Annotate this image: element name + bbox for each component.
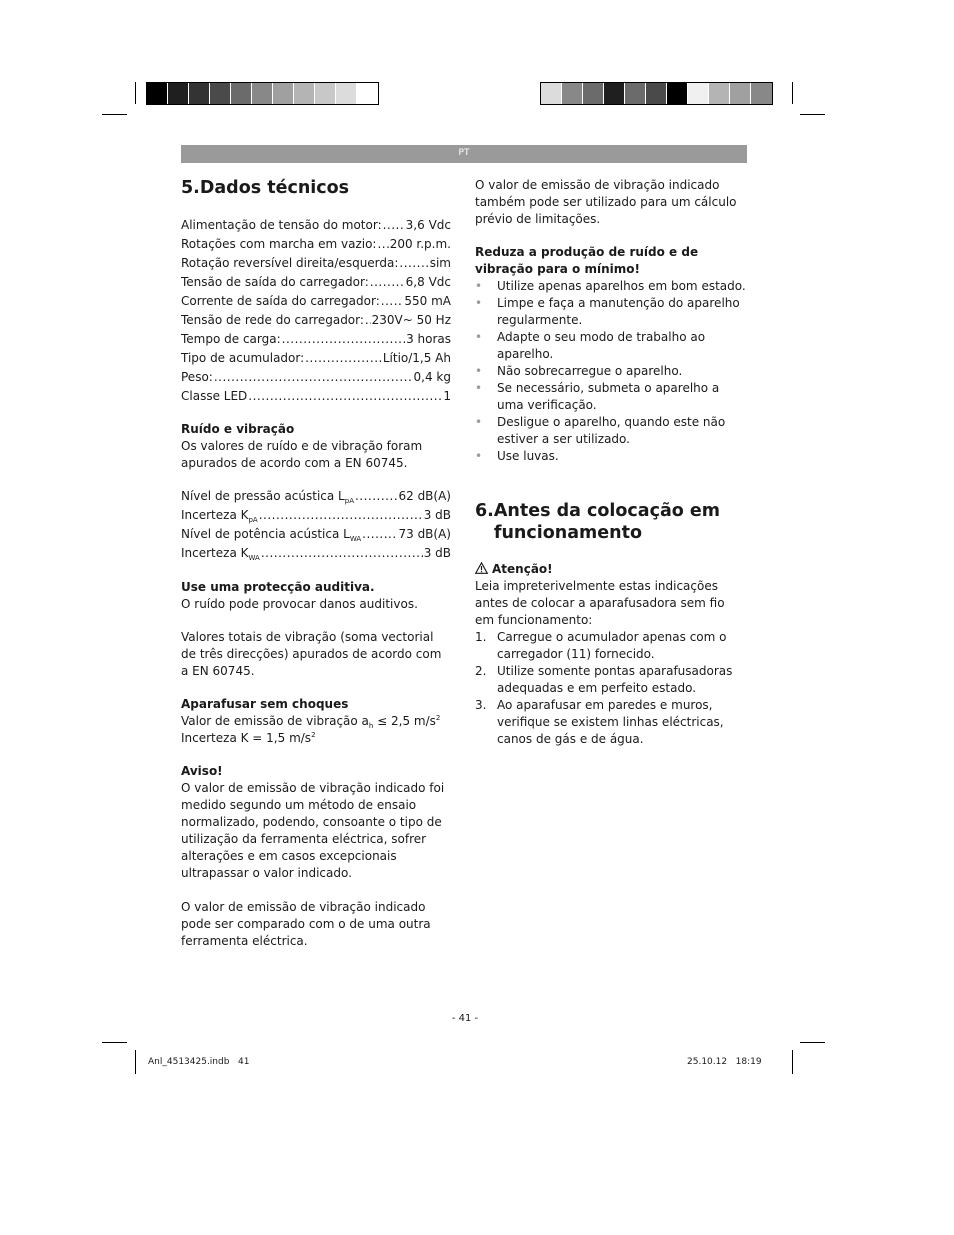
crop-mark [792,82,793,104]
leader-dots [365,311,371,330]
noise-list [181,487,451,563]
screw-line-1 [181,713,451,730]
step-item [475,697,747,748]
color-swatch [646,83,667,104]
color-swatch [688,83,709,104]
noise-label [181,487,354,506]
spec-row [181,330,451,349]
noise-label-text: Nível de pressão acústica L [181,489,345,503]
noise-label [181,544,260,563]
section-number: 6. [475,501,494,521]
print-date: 25.10.12 18:19 [687,1057,762,1067]
noise-label-text: Incerteza K [181,508,249,522]
color-swatch [147,83,168,104]
spec-label: Alimentação de tensão do motor: [181,218,382,232]
color-swatch [294,83,315,104]
spec-value: Lítio/1,5 Ah [382,351,451,365]
color-swatch [315,83,336,104]
spec-value: sim [429,256,451,270]
color-swatch [273,83,294,104]
screw-line-2-sup: 2 [311,731,316,739]
color-swatch [189,83,210,104]
attention-text: Leia impreterivelmente estas indicações antes de colocar a aparafusadora sem fio em funcionamento: [475,579,725,627]
screw-line-1-text: Valor de emissão de vibração a [181,714,369,728]
spec-row [181,349,451,368]
spec-label: Classe LED [181,389,248,403]
spec-row [181,368,451,387]
step-text: Ao aparafusar em paredes e muros, verifique se existem linhas eléctricas, canos de gás e de água. [497,698,724,746]
page-number: - 41 - [451,1013,479,1024]
color-swatch [252,83,273,104]
protect-text: O ruído pode provocar danos auditivos. [181,597,418,611]
leader-dots [259,506,423,525]
noise-label [181,506,258,525]
spec-label: Tipo de acumulador: [181,351,305,365]
spec-value: 3,6 Vdc [405,218,451,232]
step-text: Carregue o acumulador apenas com o carregador (11) fornecido. [497,630,727,661]
vibration-totals: Valores totais de vibração (soma vectorial de três direcções) apurados de acordo com a EN 60745. [181,630,442,678]
color-swatch [357,83,378,104]
leader-dots [399,254,428,273]
bullet-item: • Não sobrecarregue o aparelho. [475,363,747,380]
crop-mark [135,82,136,104]
color-swatch [751,83,772,104]
warning-icon [475,562,488,574]
spec-label: Corrente de saída do carregador: [181,294,380,308]
noise-row [181,544,451,563]
spec-row [181,273,451,292]
crop-mark [135,1050,136,1074]
noise-label [181,525,361,544]
aviso-paragraph-1: O valor de emissão de vibração indicado foi medido segundo um método de ensaio normalizado, podendo, consoante o tipo de utilização da ferramenta eléctrica, sofrer alterações e em casos excepcionais ultrapassar o valor indicado. [181,781,445,880]
spec-row [181,387,451,406]
left-column [181,172,451,950]
language-band [181,145,747,163]
leader-dots [381,292,404,311]
leader-dots [305,349,382,368]
step-item [475,663,747,697]
color-swatch [604,83,625,104]
spec-value: 200 r.p.m. [389,237,451,251]
bullet-item: • Use luvas. [475,448,747,465]
color-swatch [562,83,583,104]
spec-label: Tensão de saída do carregador: [181,275,369,289]
color-swatch [231,83,252,104]
leader-dots [214,368,413,387]
crop-mark [800,114,825,115]
screw-line-1-value: ≤ 2,5 m/s [373,714,436,728]
color-swatch [168,83,189,104]
reduce-heading: Reduza a produção de ruído e de vibração para o mínimo! [475,245,699,276]
color-swatch [730,83,751,104]
color-swatch [541,83,562,104]
spec-label: Rotações com marcha em vazio: [181,237,377,251]
spec-list [181,216,451,406]
section-6-heading [475,500,747,544]
noise-row [181,506,451,525]
aviso-heading: Aviso! [181,764,223,778]
color-swatch [336,83,357,104]
noise-label-sub: pA [344,497,354,505]
noise-value: 62 dB(A) [398,489,451,503]
noise-label-text: Nível de potência acústica L [181,527,350,541]
spec-value: 550 mA [404,294,451,308]
color-bar-left [146,82,379,105]
step-number: 2. [475,664,487,678]
section-number: 5. [181,178,200,198]
color-swatch [667,83,688,104]
noise-row [181,487,451,506]
noise-value: 73 dB(A) [398,527,451,541]
bullet-item: • Desligue o aparelho, quando este não estiver a ser utilizado. [475,414,747,448]
bullet-item: • Utilize apenas aparelhos em bom estado. [475,278,747,295]
color-swatch [625,83,646,104]
spec-row [181,216,451,235]
spec-row [181,235,451,254]
step-item [475,629,747,663]
screw-heading: Aparafusar sem choques [181,697,349,711]
spec-value: 230V~ 50 Hz [371,313,451,327]
reduce-list [475,278,747,465]
leader-dots [383,216,405,235]
noise-value: 3 dB [423,546,451,560]
spec-value: 6,8 Vdc [405,275,451,289]
crop-mark [792,1050,793,1074]
bullet-item: • Se necessário, submeta o aparelho a uma verificação. [475,380,747,414]
bullet-item: • Limpe e faça a manutenção do aparelho regularmente. [475,295,747,329]
leader-dots [248,387,442,406]
spec-label: Tempo de carga: [181,332,281,346]
noise-value: 3 dB [423,508,451,522]
step-number: 1. [475,630,487,644]
spec-label: Tensão de rede do carregador: [181,313,364,327]
section-5-heading [181,177,451,199]
aviso-paragraph-2: O valor de emissão de vibração indicado pode ser comparado com o de uma outra ferramenta eléctrica. [181,900,431,948]
steps-list [475,629,747,748]
right-column [475,172,747,748]
section-title: Antes da colocação em funcionamento [493,501,721,543]
color-swatch [583,83,604,104]
color-swatch [210,83,231,104]
spec-row [181,311,451,330]
screw-line-1-sub: h [368,722,374,730]
file-info: Anl_4513425.indb 41 [148,1057,250,1067]
step-number: 3. [475,698,487,712]
noise-heading: Ruído e vibração [181,422,295,436]
spec-label: Peso: [181,370,213,384]
language-label: PT [458,148,470,158]
vibration-intro: O valor de emissão de vibração indicado também pode ser utilizado para um cálculo prévio de limitações. [475,178,737,226]
spec-label: Rotação reversível direita/esquerda: [181,256,399,270]
section-title: Dados técnicos [199,178,350,198]
screw-line-1-sup: 2 [435,714,441,722]
leader-dots [362,525,397,544]
attention-heading [475,561,747,578]
screw-line-2-text: Incerteza K = 1,5 m/s [181,731,312,745]
spec-row [181,254,451,273]
step-text: Utilize somente pontas aparafusadoras adequadas e em perfeito estado. [497,664,733,695]
attention-label: Atenção! [492,562,553,576]
crop-mark [800,1042,825,1043]
noise-row [181,525,451,544]
screw-line-2 [181,730,451,747]
color-bar-right [540,82,773,105]
leader-dots [282,330,405,349]
noise-label-text: Incerteza K [181,546,249,560]
leader-dots [261,544,423,563]
spec-value: 1 [443,389,451,403]
bullet-item: • Adapte o seu modo de trabalho ao aparelho. [475,329,747,363]
color-swatch [709,83,730,104]
spec-value: 3 horas [406,332,451,346]
leader-dots [355,487,398,506]
protect-heading: Use uma protecção auditiva. [181,580,375,594]
noise-label-sub: WA [248,554,260,562]
leader-dots [370,273,405,292]
noise-label-sub: pA [248,516,258,524]
crop-mark [102,114,127,115]
spec-value: 0,4 kg [413,370,451,384]
noise-label-sub: WA [349,535,362,543]
noise-text: Os valores de ruído e de vibração foram apurados de acordo com a EN 60745. [181,439,423,470]
leader-dots [377,235,388,254]
spec-row [181,292,451,311]
crop-mark [102,1042,127,1043]
